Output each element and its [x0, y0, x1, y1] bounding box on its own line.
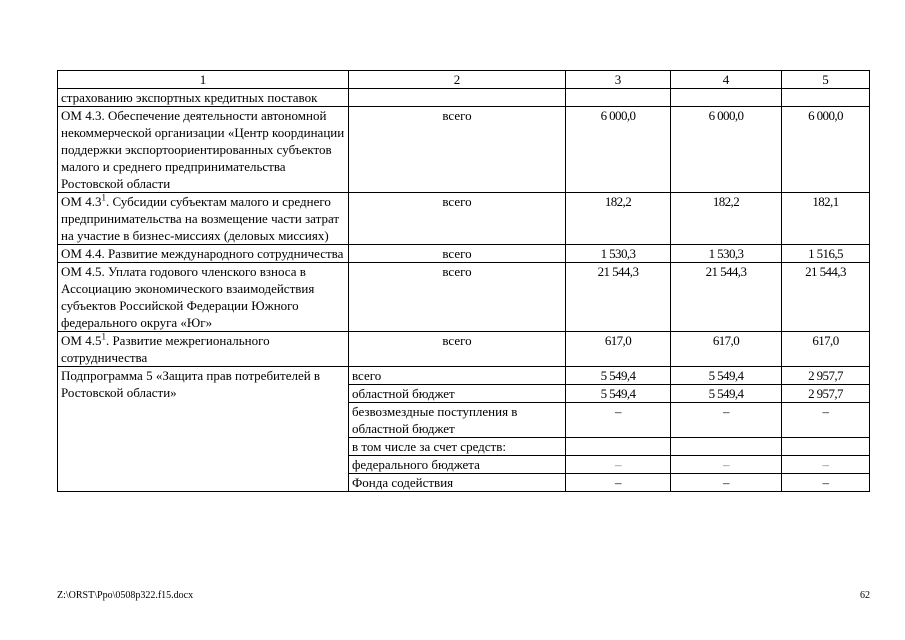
- funding-source: всего: [349, 193, 566, 245]
- table-row: [58, 89, 870, 107]
- header-col-3: 3: [566, 71, 671, 89]
- value-col-3: 5 549,4: [566, 367, 671, 385]
- cell: [782, 89, 870, 107]
- value-col-5: 6 000,0: [782, 107, 870, 193]
- row-label: ОМ 4.3. Обеспечение деятельности автономной некоммерческой организации «Центр координации поддержки экспортоориентированных субъектов малого и среднего предпринимательства Ростовской области: [58, 107, 349, 193]
- value-col-5: 21 544,3: [782, 263, 870, 332]
- value-col-4: 617,0: [671, 332, 782, 367]
- value-col-5: 2 957,7: [782, 385, 870, 403]
- table-row: [58, 332, 870, 367]
- funding-source: всего: [349, 332, 566, 367]
- value-col-5: 182,1: [782, 193, 870, 245]
- value-col-3: 5 549,4: [566, 385, 671, 403]
- cell: [671, 89, 782, 107]
- row-label-code: ОМ 4.5: [61, 333, 102, 348]
- value-col-3: –: [566, 474, 671, 492]
- row-label-text: . Развитие межрегионального сотрудничества: [61, 333, 270, 365]
- subprogram-title: Подпрограмма 5 «Защита прав потребителей в Ростовской области»: [58, 367, 349, 492]
- header-col-1: 1: [58, 71, 349, 89]
- value-col-3: 1 530,3: [566, 245, 671, 263]
- row-label-code: ОМ 4.3: [61, 194, 102, 209]
- row-label-superscript: 1: [101, 192, 106, 203]
- value-col-4: 21 544,3: [671, 263, 782, 332]
- row-label: [58, 193, 349, 245]
- value-col-4: 5 549,4: [671, 367, 782, 385]
- value-col-3: 6 000,0: [566, 107, 671, 193]
- cell: [566, 89, 671, 107]
- value-col-5: 1 516,5: [782, 245, 870, 263]
- funding-source: всего: [349, 263, 566, 332]
- funding-source: безвозмездные поступления в областной бюджет: [349, 403, 566, 438]
- value-col-4: 6 000,0: [671, 107, 782, 193]
- table-row: [58, 107, 870, 193]
- cell: [349, 89, 566, 107]
- value-col-3: –: [566, 403, 671, 438]
- row-label: страхованию экспортных кредитных поставок: [58, 89, 349, 107]
- value-col-5: [782, 438, 870, 456]
- footer-page-number: 62: [860, 590, 870, 601]
- value-col-4: [671, 438, 782, 456]
- table-row: [58, 367, 870, 385]
- table-header-row: [58, 71, 870, 89]
- value-col-5: –: [782, 403, 870, 438]
- row-label: ОМ 4.5. Уплата годового членского взноса в Ассоциацию экономического взаимодействия субъектов Российской Федерации Южного федерального округа «Юг»: [58, 263, 349, 332]
- row-label: [58, 332, 349, 367]
- value-col-3: –: [566, 456, 671, 474]
- funding-source: всего: [349, 107, 566, 193]
- funding-source: федерального бюджета: [349, 456, 566, 474]
- footer-file-path: Z:\ORST\Ppo\0508p322.f15.docx: [57, 590, 194, 601]
- value-col-5: 617,0: [782, 332, 870, 367]
- table-row: [58, 193, 870, 245]
- header-col-5: 5: [782, 71, 870, 89]
- value-col-3: 182,2: [566, 193, 671, 245]
- value-col-4: 5 549,4: [671, 385, 782, 403]
- funding-source: областной бюджет: [349, 385, 566, 403]
- value-col-3: 21 544,3: [566, 263, 671, 332]
- funding-source: в том числе за счет средств:: [349, 438, 566, 456]
- funding-source: всего: [349, 245, 566, 263]
- row-label-text: . Субсидии субъектам малого и среднего предпринимательства на возмещение части затрат на участие в бизнес-миссиях (деловых миссиях): [61, 194, 340, 243]
- value-col-4: –: [671, 456, 782, 474]
- value-col-5: 2 957,7: [782, 367, 870, 385]
- value-col-5: –: [782, 456, 870, 474]
- row-label: ОМ 4.4. Развитие международного сотрудничества: [58, 245, 349, 263]
- value-col-4: –: [671, 403, 782, 438]
- row-label-superscript: 1: [101, 331, 106, 342]
- table-row: [58, 263, 870, 332]
- value-col-4: –: [671, 474, 782, 492]
- funding-source: всего: [349, 367, 566, 385]
- funding-source: Фонда содействия: [349, 474, 566, 492]
- value-col-3: 617,0: [566, 332, 671, 367]
- value-col-3: [566, 438, 671, 456]
- budget-table: [57, 70, 870, 492]
- value-col-4: 1 530,3: [671, 245, 782, 263]
- value-col-4: 182,2: [671, 193, 782, 245]
- table-row: [58, 245, 870, 263]
- value-col-5: –: [782, 474, 870, 492]
- header-col-2: 2: [349, 71, 566, 89]
- header-col-4: 4: [671, 71, 782, 89]
